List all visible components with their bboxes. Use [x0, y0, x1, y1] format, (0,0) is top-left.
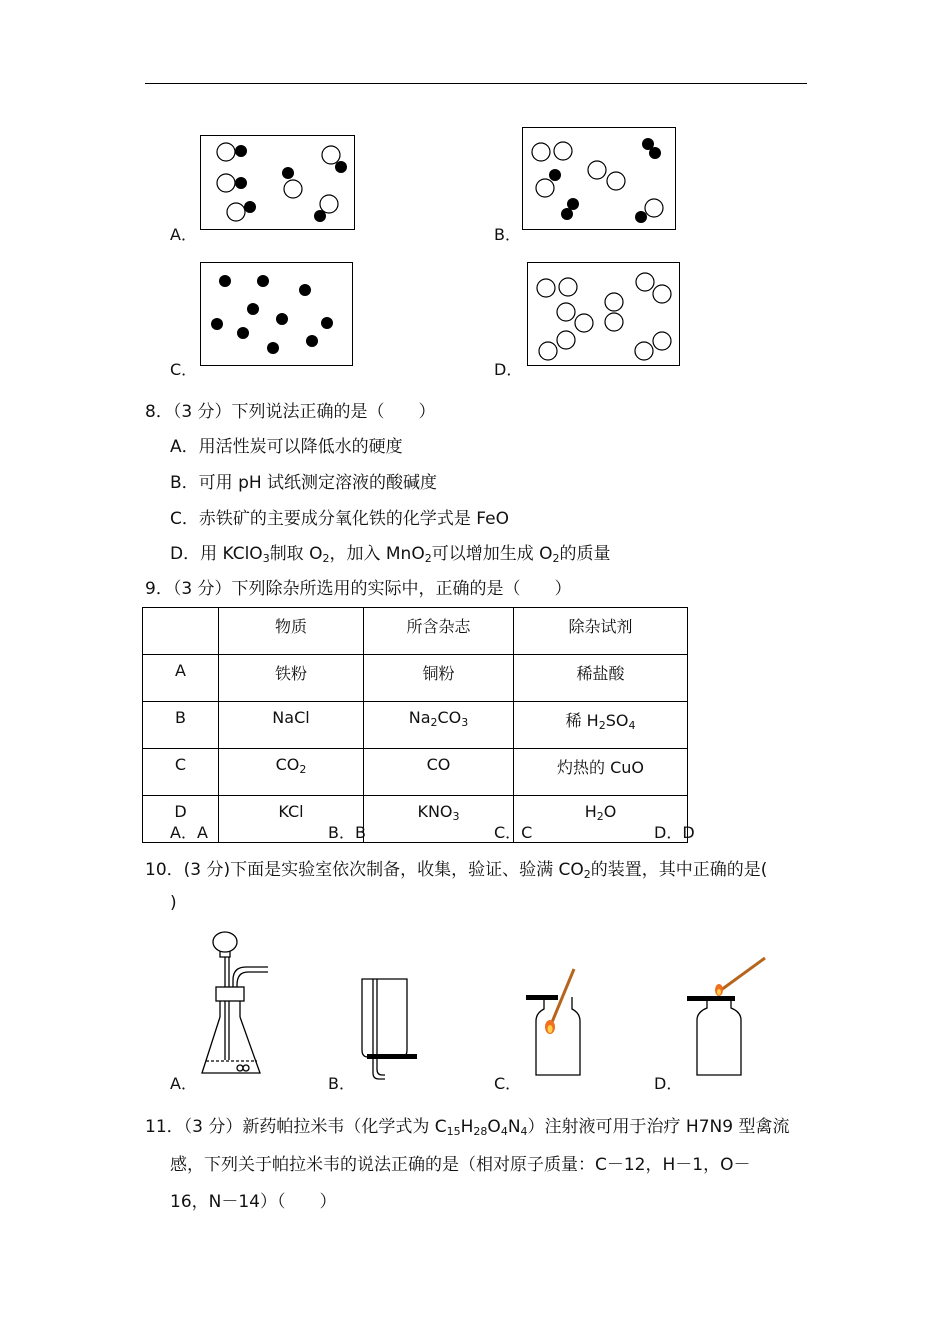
- table-cell: 铁粉: [219, 655, 364, 702]
- q9-stem: 9．（3 分）下列除杂所选用的实际中，正确的是（ ）: [145, 579, 572, 599]
- table-header-row: [143, 608, 688, 655]
- table-cell: $CO_2$: [219, 749, 364, 796]
- table-cell: $H_2O$: [514, 796, 688, 843]
- q9-answer-b[interactable]: B．B: [328, 823, 366, 842]
- q7-diagram-b[interactable]: [522, 127, 676, 230]
- q11-line-3: 16，N－14）（ ）: [170, 1192, 337, 1212]
- q9-answer-a[interactable]: A．A: [170, 823, 208, 842]
- table-cell: 稀盐酸: [514, 655, 688, 702]
- particle-diagram-d: [528, 263, 679, 365]
- table-cell: 铜粉: [364, 655, 514, 702]
- q8-option-b[interactable]: B．可用 pH 试纸测定溶液的酸碱度: [170, 473, 438, 493]
- table-row: [143, 749, 688, 796]
- q7-diagram-a[interactable]: [200, 135, 355, 230]
- q8-option-a[interactable]: A．用活性炭可以降低水的硬度: [170, 437, 403, 457]
- header-rule: [145, 83, 807, 84]
- table-cell: $Na_2CO_3$: [364, 702, 514, 749]
- q7-option-d-label[interactable]: D．: [494, 360, 523, 379]
- q7-option-a-label[interactable]: A．: [170, 225, 197, 244]
- q10-stem: 10．(3 分)下面是实验室依次制备，收集，验证、验满 $CO_2$的装置，其中正确的是(: [145, 860, 768, 881]
- q11-line-2: 感，下列关于帕拉米韦的说法正确的是（相对原子质量：C－12，H－1，O－: [170, 1155, 751, 1175]
- q7-option-b-label[interactable]: B．: [494, 225, 521, 244]
- q10-option-c-label[interactable]: C．: [494, 1074, 522, 1093]
- q10-option-d-label[interactable]: D．: [654, 1074, 683, 1093]
- flask-apparatus-icon: [196, 925, 276, 1080]
- table-header-cell: 除杂试剂: [514, 608, 688, 655]
- q9-answer-d[interactable]: D．D: [654, 823, 695, 842]
- table-header-cell: 所含杂志: [364, 608, 514, 655]
- q7-diagram-c[interactable]: [200, 262, 353, 366]
- particle-diagram-a: [201, 136, 354, 229]
- bottle-with-match-at-mouth-icon: [685, 950, 775, 1080]
- table-cell: A: [143, 655, 219, 702]
- q8-option-d[interactable]: D．用 KClO$_3$制取 $O_2$，加入 MnO$_2$可以增加生成 $O_2$的质量: [170, 544, 611, 565]
- table-cell: 灼热的 CuO: [514, 749, 688, 796]
- table-row: [143, 796, 688, 843]
- q7-diagram-d[interactable]: [527, 262, 680, 366]
- particle-diagram-b: [523, 128, 675, 229]
- table-cell: D: [143, 796, 219, 843]
- particle-diagram-c: [201, 263, 352, 365]
- q9-table: [142, 607, 688, 843]
- q7-option-c-label[interactable]: C．: [170, 360, 198, 379]
- q10-option-a-label[interactable]: A．: [170, 1074, 197, 1093]
- table-cell: B: [143, 702, 219, 749]
- collection-bottle-icon: [355, 975, 425, 1085]
- q8-stem: 8．（3 分）下列说法正确的是（ ）: [145, 402, 436, 422]
- table-cell: $KNO_3$: [364, 796, 514, 843]
- q8-option-c[interactable]: C．赤铁矿的主要成分氧化铁的化学式是 FeO: [170, 509, 509, 529]
- table-cell: 稀 $H_2SO_4$: [514, 702, 688, 749]
- table-cell: NaCl: [219, 702, 364, 749]
- q10-stem-close: ): [170, 893, 177, 913]
- q11-line-1: 11．（3 分）新药帕拉米韦（化学式为 $C_{15}H_{28}O_4N_4$）注射液可用于治疗 H7N9 型禽流: [145, 1117, 790, 1138]
- table-cell: CO: [364, 749, 514, 796]
- table-cell: C: [143, 749, 219, 796]
- table-cell: KCl: [219, 796, 364, 843]
- table-row: [143, 702, 688, 749]
- table-row: [143, 655, 688, 702]
- q9-answer-c[interactable]: C．C: [494, 823, 533, 842]
- q10-option-b-label[interactable]: B．: [328, 1074, 355, 1093]
- bottle-with-match-inside-icon: [522, 965, 592, 1080]
- table-header-cell: 物质: [219, 608, 364, 655]
- table-header-cell: [143, 608, 219, 655]
